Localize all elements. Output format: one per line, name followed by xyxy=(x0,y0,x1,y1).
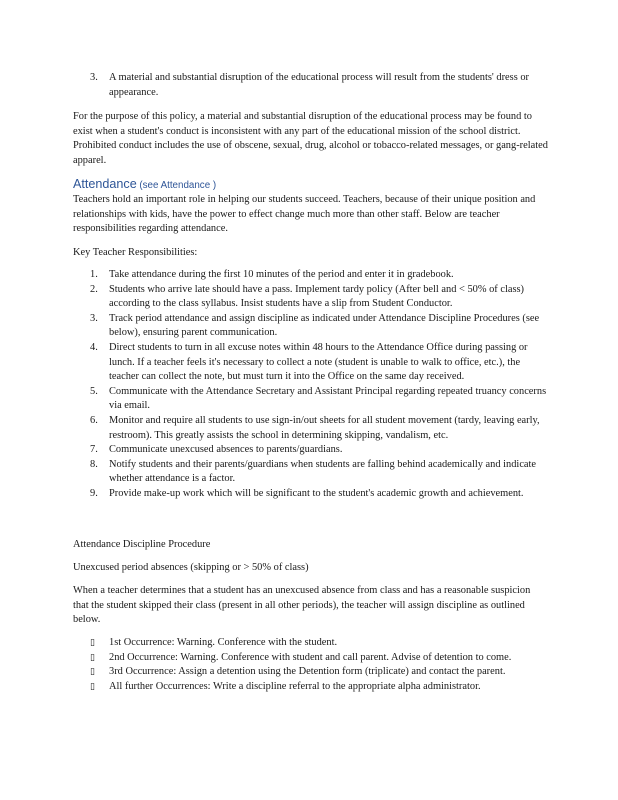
list-number: 3. xyxy=(90,312,98,324)
list-number: 4. xyxy=(90,341,98,353)
list-item xyxy=(73,385,548,414)
list-number: 6. xyxy=(90,414,98,426)
list-number: 3. xyxy=(90,72,98,83)
list-item-text: Track period attendance and assign discipline as indicated under Attendance Discipline Procedures (see below), ensuring parent communication. xyxy=(109,312,540,339)
list-item-text: 1st Occurrence: Warning. Conference with the student. xyxy=(109,637,338,648)
list-item-text: Communicate with the Attendance Secretary and Assistant Principal regarding repeated truancy concerns via email. xyxy=(109,385,547,412)
list-item xyxy=(73,487,548,502)
list-number: 7. xyxy=(90,444,98,456)
list-item-text: All further Occurrences: Write a discipline referral to the appropriate alpha administrator. xyxy=(109,680,481,692)
list-number: 8. xyxy=(90,458,98,470)
see-reference-link[interactable]: (see Attendance ) xyxy=(139,180,217,191)
list-item xyxy=(73,636,548,651)
list-item-text: Provide make-up work which will be significant to the student's academic growth and achievement. xyxy=(109,487,524,499)
list-item xyxy=(73,651,548,666)
list-item xyxy=(73,458,548,487)
unexcused-title: Unexcused period absences (skipping or > 50% of class) xyxy=(73,562,309,573)
bullet-icon: ▯ xyxy=(90,638,95,648)
list-item-text: Monitor and require all students to use sign-in/out sheets for all student movement (tardy, leaving early, restroom). This greatly assists the school in determining skipping, vandalism, etc. xyxy=(109,414,540,441)
list-item-text: Direct students to turn in all excuse notes within 48 hours to the Attendance Office during passing or lunch. If a teacher feels it's necessary to collect a note (student is unable to walk to office, etc.), the teacher can collect the note, but must turn it into the Office on the same day received. xyxy=(109,341,528,383)
list-item-text: 2nd Occurrence: Warning. Conference with student and call parent. Advise of detention to come. xyxy=(109,651,512,663)
list-item-text: Take attendance during the first 10 minutes of the period and enter it in gradebook. xyxy=(109,269,454,280)
determination-paragraph: When a teacher determines that a student has an unexcused absence from class and has a reasonable suspicion that the student skipped their class (present in all other periods), the teacher will assign discipline as outlined below. xyxy=(73,585,531,626)
responsibilities-list xyxy=(73,268,548,502)
section-heading: Attendance xyxy=(73,177,137,191)
bullet-icon: ▯ xyxy=(90,667,95,678)
list-item xyxy=(73,268,548,283)
attendance-heading xyxy=(73,177,216,194)
list-item xyxy=(73,312,548,341)
list-number: 9. xyxy=(90,487,98,499)
list-item xyxy=(73,680,548,695)
occurrences-list xyxy=(73,636,548,694)
dress-code-list xyxy=(73,71,548,100)
list-number: 5. xyxy=(90,385,98,397)
list-item-text: Students who arrive late should have a pass. Implement tardy policy (After bell and < 50% of class) according to the class syllabus. Insist students have a slip from Student Conductor. xyxy=(109,283,525,310)
list-item xyxy=(73,414,548,443)
attendance-intro-paragraph: Teachers hold an important role in helping our students succeed. Teachers, because of their unique position and relationships with kids, have the power to effect change much more than other staff. Below are teacher responsibilities regarding attendance. xyxy=(73,194,536,235)
list-number: 2. xyxy=(90,283,98,295)
list-item xyxy=(73,443,548,458)
list-item-text: Communicate unexcused absences to parents/guardians. xyxy=(109,444,343,456)
key-responsibilities-label: Key Teacher Responsibilities: xyxy=(73,247,198,258)
list-item xyxy=(73,283,548,312)
list-item xyxy=(73,665,548,680)
list-item xyxy=(73,71,548,100)
bullet-icon: ▯ xyxy=(90,681,95,692)
bullet-icon: ▯ xyxy=(90,652,95,663)
purpose-paragraph: For the purpose of this policy, a material and substantial disruption of the educational process may be found to exist when a student's conduct is inconsistent with any part of the educational mission of the school district. Prohibited conduct includes the use of obscene, sexual, drug, alcohol or tobacco-related messages, or gang-related apparel. xyxy=(73,111,548,166)
list-number: 1. xyxy=(90,269,98,280)
list-item-text: 3rd Occurrence: Assign a detention using the Detention form (triplicate) and contact the parent. xyxy=(109,666,506,678)
procedure-title: Attendance Discipline Procedure xyxy=(73,539,211,550)
list-item-text: A material and substantial disruption of the educational process will result from the students' dress or appearance. xyxy=(109,72,530,98)
list-item xyxy=(73,341,548,385)
list-item-text: Notify students and their parents/guardians when students are falling behind academically and indicate whether attendance is a factor. xyxy=(109,458,537,485)
